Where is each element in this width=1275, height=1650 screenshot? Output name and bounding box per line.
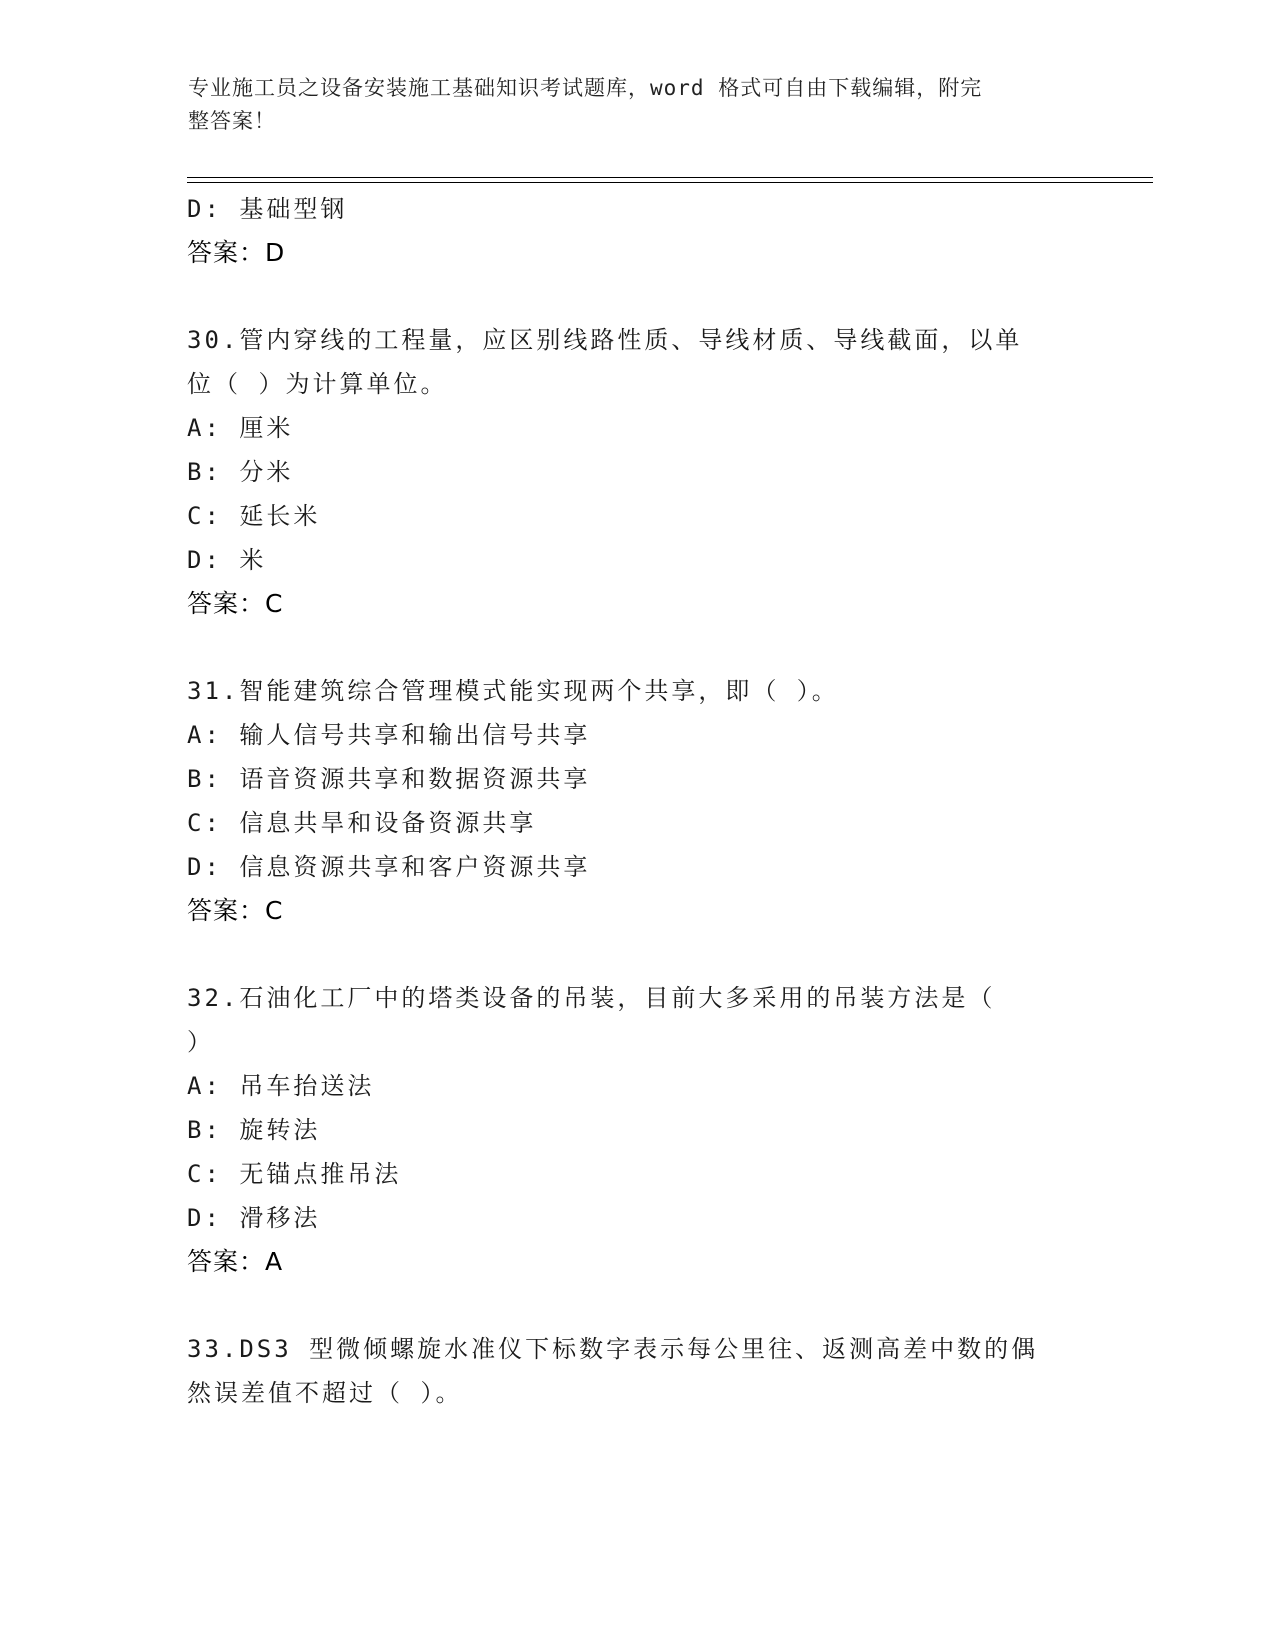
- header-line-1: 专业施工员之设备安装施工基础知识考试题库，word 格式可自由下载编辑，附完: [188, 76, 983, 100]
- q32-option-a: A: 吊车抬送法: [187, 1072, 375, 1100]
- q31-option-b: B: 语音资源共享和数据资源共享: [187, 765, 591, 793]
- prev-answer: 答案：D: [187, 238, 286, 267]
- header-line-2: 整答案！: [188, 109, 276, 133]
- header-rule-bottom: [187, 182, 1153, 183]
- q31-stem-line-1: 31.智能建筑综合管理模式能实现两个共享，即（ ）。: [187, 677, 839, 705]
- q32-option-c: C: 无锚点推吊法: [187, 1160, 402, 1188]
- q32-answer: 答案：A: [187, 1247, 284, 1276]
- q32-stem-line-1: 32.石油化工厂中的塔类设备的吊装，目前大多采用的吊装方法是（: [187, 984, 996, 1012]
- header-rule-top: [187, 177, 1153, 178]
- q30-option-d: D: 米: [187, 546, 267, 574]
- q32-stem-line-2: ）: [187, 1028, 214, 1056]
- q30-option-b: B: 分米: [187, 458, 294, 486]
- document-header: [188, 72, 1068, 138]
- q32-option-d: D: 滑移法: [187, 1204, 321, 1232]
- q33-stem-line-2: 然误差值不超过（ ）。: [187, 1379, 463, 1407]
- q31-option-a: A: 输人信号共享和输出信号共享: [187, 721, 591, 749]
- q30-option-c: C: 延长米: [187, 502, 321, 530]
- q30-stem-line-2: 位（ ）为计算单位。: [187, 370, 448, 398]
- prev-option-d: D: 基础型钢: [187, 195, 348, 223]
- q31-option-d: D: 信息资源共享和客户资源共享: [187, 853, 591, 881]
- q31-answer: 答案：C: [187, 896, 284, 925]
- q33-stem-line-1: 33.DS3 型微倾螺旋水准仪下标数字表示每公里往、返测高差中数的偶: [187, 1335, 1039, 1363]
- q30-stem-line-1: 30.管内穿线的工程量，应区别线路性质、导线材质、导线截面，以单: [187, 326, 1023, 354]
- q32-option-b: B: 旋转法: [187, 1116, 321, 1144]
- q30-option-a: A: 厘米: [187, 414, 294, 442]
- q30-answer: 答案：C: [187, 589, 284, 618]
- q31-option-c: C: 信息共旱和设备资源共享: [187, 809, 537, 837]
